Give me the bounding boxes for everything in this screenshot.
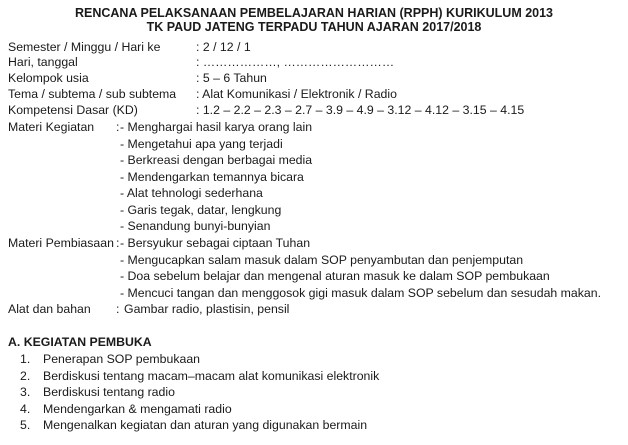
alat-bahan-colon: : <box>116 302 120 316</box>
document-title: RENCANA PELAKSANAAN PEMBELAJARAN HARIAN (RPPH) KURIKULUM 2013 <box>74 6 554 20</box>
info-value: : 5 – 6 Tahun <box>196 71 267 85</box>
list-item: - Mendengarkan temannya bicara <box>120 170 304 184</box>
materi-pembiasaan-label: Materi Pembiasaan <box>8 236 114 250</box>
list-item: - Menghargai hasil karya orang lain <box>120 120 313 134</box>
list-item: - Alat tehnologi sederhana <box>120 186 263 200</box>
item-number: 4. <box>20 402 31 416</box>
item-number: 5. <box>20 418 31 432</box>
list-item: Mengenalkan kegiatan dan aturan yang digunakan bermain <box>43 418 368 432</box>
document-subtitle: TK PAUD JATENG TERPADU TAHUN AJARAN 2017/2018 <box>146 20 482 34</box>
list-item: - Senandung bunyi-bunyian <box>120 219 271 233</box>
list-item: - Doa sebelum belajar dan mengenal aturan masuk ke dalam SOP pembukaan <box>120 269 550 283</box>
list-item: - Garis tegak, datar, lengkung <box>120 203 282 217</box>
info-label: Semester / Minggu / Hari ke <box>8 40 161 54</box>
item-number: 3. <box>20 385 31 399</box>
materi-pembiasaan-colon: : <box>116 236 120 250</box>
info-value: : Alat Komunikasi / Elektronik / Radio <box>196 87 397 101</box>
info-value: : 2 / 12 / 1 <box>196 40 251 54</box>
item-number: 2. <box>20 369 31 383</box>
list-item: Penerapan SOP pembukaan <box>43 352 201 366</box>
materi-kegiatan-colon: : <box>116 120 120 134</box>
alat-bahan-value: Gambar radio, plastisin, pensil <box>124 302 290 316</box>
item-number: 1. <box>20 352 31 366</box>
list-item: - Mencuci tangan dan menggosok gigi masuk dalam SOP sebelum dan sesudah makan. <box>120 286 601 300</box>
list-item: - Berkreasi dengan berbagai media <box>120 153 313 167</box>
alat-bahan-label: Alat dan bahan <box>8 302 91 316</box>
materi-kegiatan-label: Materi Kegiatan <box>8 120 95 134</box>
list-item: - Mengetahui apa yang terjadi <box>120 137 283 151</box>
info-value: : 1.2 – 2.2 – 2.3 – 2.7 – 3.9 – 4.9 – 3.12 – 4.12 – 3.15 – 4.15 <box>196 103 525 117</box>
list-item: - Mengucapkan salam masuk dalam SOP penyambutan dan penjemputan <box>120 253 524 267</box>
info-label: Kelompok usia <box>8 71 89 85</box>
info-label: Hari, tanggal <box>8 55 78 69</box>
info-value: : ………………, ……………………… <box>196 55 395 69</box>
info-label: Tema / subtema / sub subtema <box>8 87 177 101</box>
list-item: Berdiskusi tentang macam–macam alat komunikasi elektronik <box>43 369 380 383</box>
list-item: Mendengarkan & mengamati radio <box>43 402 232 416</box>
list-item: - Bersyukur sebagai ciptaan Tuhan <box>120 236 311 250</box>
info-label: Kompetensi Dasar (KD) <box>8 103 138 117</box>
section-title: A. KEGIATAN PEMBUKA <box>8 335 152 349</box>
list-item: Berdiskusi tentang radio <box>43 385 175 399</box>
